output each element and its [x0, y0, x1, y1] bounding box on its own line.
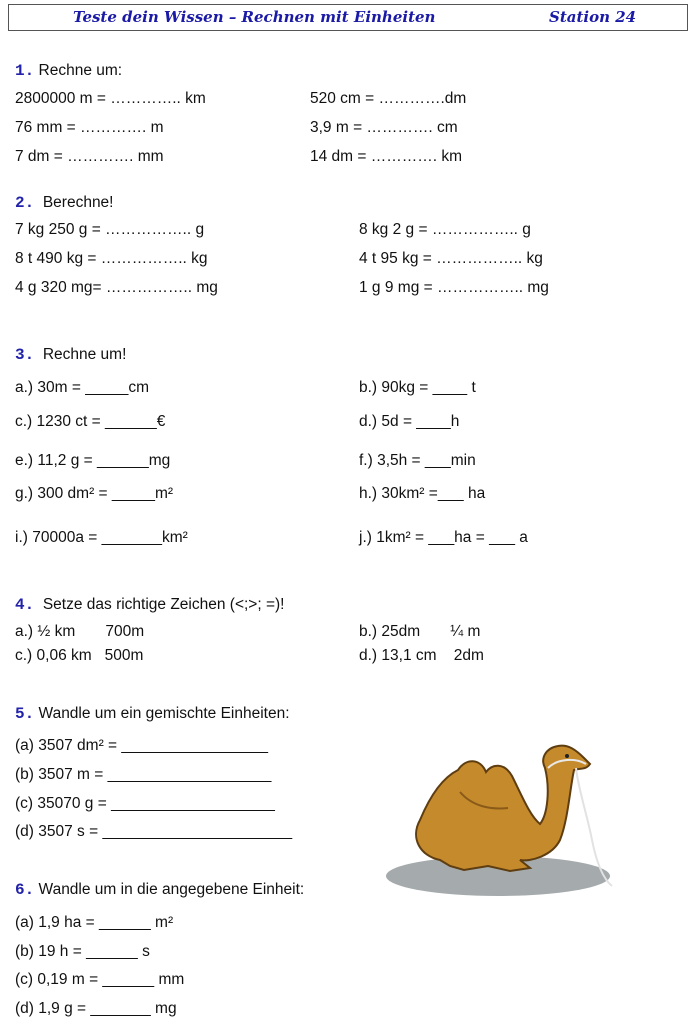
exercise-item: c.) 1230 ct = ______€ — [15, 413, 166, 430]
section-heading-text: Setze das richtige Zeichen (<;>; =)! — [42, 596, 285, 613]
exercise-item: 1 g 9 mg = …………….. mg — [359, 279, 549, 296]
section-heading-text: Rechne um: — [38, 62, 123, 79]
exercise-item: (b) 3507 m = ___________________ — [15, 766, 272, 783]
section-number: 6. — [15, 881, 35, 899]
section-5-heading — [15, 705, 290, 723]
exercise-item: 8 t 490 kg = …………….. kg — [15, 250, 208, 267]
exercise-item: d.) 5d = ____h — [359, 413, 460, 430]
section-heading-text: Berechne! — [42, 194, 114, 211]
exercise-item: (b) 19 h = ______ s — [15, 943, 150, 960]
exercise-item: j.) 1km² = ___ha = ___ a — [359, 529, 528, 546]
exercise-item: i.) 70000a = _______km² — [15, 529, 188, 546]
station-label: Station 24 — [549, 8, 637, 26]
exercise-item: e.) 11,2 g = ______mg — [15, 452, 171, 469]
exercise-item: (c) 0,19 m = ______ mm — [15, 971, 185, 988]
section-number: 5. — [15, 705, 35, 723]
section-heading-text: Rechne um! — [42, 346, 127, 363]
exercise-item: (a) 1,9 ha = ______ m² — [15, 914, 174, 931]
exercise-item: g.) 300 dm² = _____m² — [15, 485, 174, 502]
section-number: 2. — [15, 194, 35, 212]
station-header — [8, 4, 688, 31]
exercise-item: b.) 25dm ¼ m — [359, 623, 481, 640]
section-heading-text: Wandle um in die angegebene Einheit: — [38, 881, 305, 898]
camel-illustration — [380, 728, 620, 903]
section-4-heading — [15, 596, 285, 614]
exercise-item: b.) 90kg = ____ t — [359, 379, 476, 396]
exercise-item: (d) 1,9 g = _______ mg — [15, 1000, 177, 1017]
section-2-heading — [15, 194, 114, 212]
exercise-item: 520 cm = ………….dm — [310, 90, 467, 107]
exercise-item: c.) 0,06 km 500m — [15, 647, 144, 664]
exercise-item: 4 t 95 kg = …………….. kg — [359, 250, 543, 267]
exercise-item: 14 dm = …………. km — [310, 148, 463, 165]
exercise-item: h.) 30km² =___ ha — [359, 485, 486, 502]
exercise-item: f.) 3,5h = ___min — [359, 452, 476, 469]
section-6-heading — [15, 881, 304, 899]
section-number: 1. — [15, 62, 35, 80]
exercise-item: (a) 3507 dm² = _________________ — [15, 737, 268, 754]
section-1-heading — [15, 62, 122, 80]
exercise-item: (d) 3507 s = ______________________ — [15, 823, 293, 840]
section-number: 4. — [15, 596, 35, 614]
exercise-item: a.) ½ km 700m — [15, 623, 145, 640]
exercise-item: 3,9 m = …………. cm — [310, 119, 458, 136]
exercise-item: 76 mm = …………. m — [15, 119, 164, 136]
exercise-item: a.) 30m = _____cm — [15, 379, 149, 396]
exercise-item: 8 kg 2 g = …………….. g — [359, 221, 531, 238]
exercise-item: (c) 35070 g = ___________________ — [15, 795, 275, 812]
header-title: Teste dein Wissen – Rechnen mit Einheiten — [73, 8, 436, 26]
exercise-item: d.) 13,1 cm 2dm — [359, 647, 484, 664]
section-heading-text: Wandle um ein gemischte Einheiten: — [38, 705, 290, 722]
exercise-item: 4 g 320 mg= …………….. mg — [15, 279, 218, 296]
section-number: 3. — [15, 346, 35, 364]
exercise-item: 2800000 m = ………….. km — [15, 90, 206, 107]
exercise-item: 7 dm = …………. mm — [15, 148, 164, 165]
section-3-heading — [15, 346, 126, 364]
exercise-item: 7 kg 250 g = …………….. g — [15, 221, 205, 238]
